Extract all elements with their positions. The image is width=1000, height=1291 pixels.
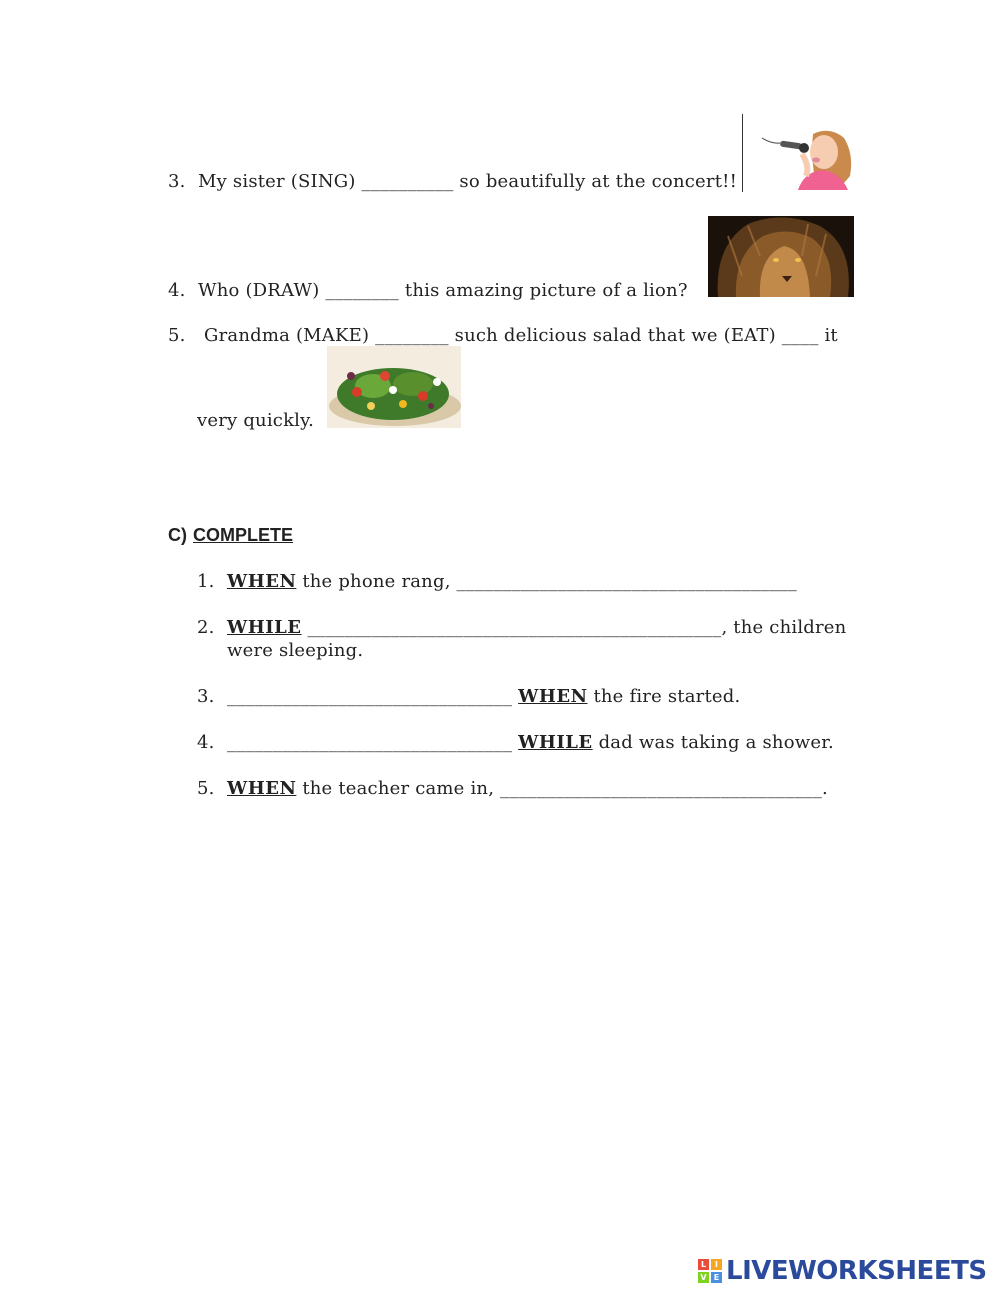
complete-item-3: 3. _______________________________ WHEN the fire started. (197, 686, 741, 707)
salad-image (327, 346, 461, 428)
keyword-while: WHILE (518, 732, 593, 753)
logo-mark-icon: L I V E (698, 1259, 722, 1283)
complete-item-4: 4. _______________________________ WHILE dad was taking a shower. (197, 732, 834, 753)
text-cursor (742, 114, 743, 192)
logo-text: LIVEWORKSHEETS (726, 1256, 987, 1286)
singer-girl-image (758, 124, 854, 190)
exercise-item-5: 5. Grandma (MAKE) ________ such delicious salad that we (EAT) ____ it (168, 325, 838, 346)
keyword-when: WHEN (227, 571, 297, 592)
exercise-item-3: 3. My sister (SING) __________ so beautifully at the concert!! (168, 171, 738, 192)
exercise-item-5-continuation: very quickly. (197, 410, 315, 431)
complete-item-2-continuation: were sleeping. (227, 640, 364, 661)
complete-item-2: 2. WHILE _____________________________________________, the children (197, 617, 847, 638)
lion-image (708, 216, 854, 297)
keyword-while: WHILE (227, 617, 302, 638)
liveworksheets-logo (698, 1256, 987, 1286)
section-title: COMPLETE (193, 525, 294, 545)
section-heading: C) COMPLETE (168, 525, 294, 545)
keyword-when: WHEN (518, 686, 588, 707)
complete-item-5: 5. WHEN the teacher came in, ___________________________________. (197, 778, 828, 799)
exercise-item-4: 4. Who (DRAW) ________ this amazing picture of a lion? (168, 280, 688, 301)
keyword-when: WHEN (227, 778, 297, 799)
complete-item-1: 1. WHEN the phone rang, _____________________________________ (197, 571, 797, 592)
